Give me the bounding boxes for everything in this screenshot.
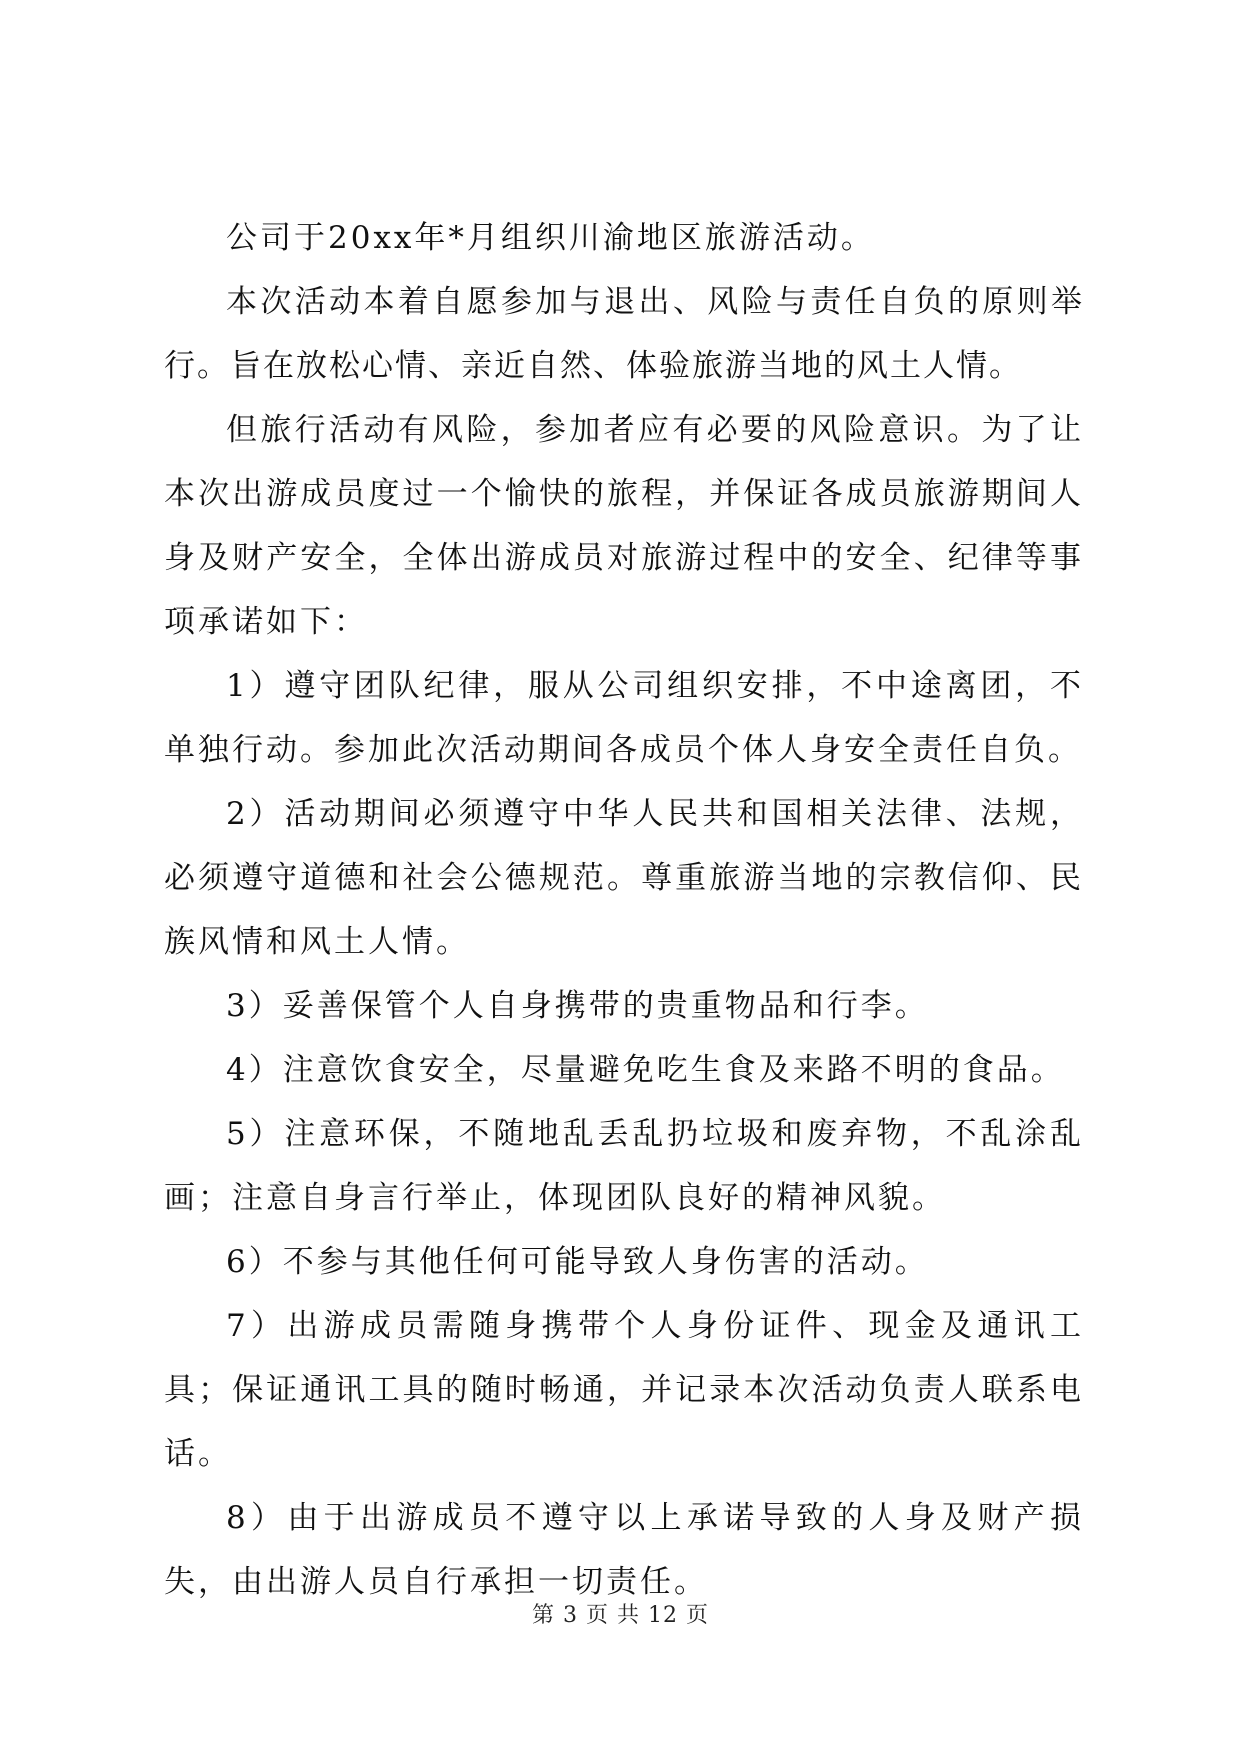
- list-item-8: 8）由于出游成员不遵守以上承诺导致的人身及财产损失，由出游人员自行承担一切责任。: [164, 1500, 1084, 1600]
- list-item-6: 6）不参与其他任何可能导致人身伤害的活动。: [226, 1244, 929, 1280]
- paragraph-intro: 公司于20xx年*月组织川渝地区旅游活动。: [226, 220, 875, 256]
- list-item-7: 7）出游成员需随身携带个人身份证件、现金及通讯工具；保证通讯工具的随时畅通，并记录本次活动负责人联系电话。: [164, 1308, 1084, 1472]
- list-item-5: 5）注意环保，不随地乱丢乱扔垃圾和废弃物，不乱涂乱画；注意自身言行举止，体现团队良好的精神风貌。: [164, 1116, 1084, 1216]
- list-item-4: 4）注意饮食安全，尽量避免吃生食及来路不明的食品。: [226, 1052, 1065, 1088]
- list-item-2: 2）活动期间必须遵守中华人民共和国相关法律、法规，必须遵守道德和社会公德规范。尊重旅游当地的宗教信仰、民族风情和风土人情。: [164, 796, 1084, 960]
- paragraph-commitment-intro: 但旅行活动有风险，参加者应有必要的风险意识。为了让本次出游成员度过一个愉快的旅程，并保证各成员旅游期间人身及财产安全，全体出游成员对旅游过程中的安全、纪律等事项承诺如下：: [164, 412, 1084, 640]
- list-item-3: 3）妥善保管个人自身携带的贵重物品和行李。: [226, 988, 929, 1024]
- page-number-footer: 第 3 页 共 12 页: [532, 1603, 709, 1628]
- list-item-1: 1）遵守团队纪律，服从公司组织安排，不中途离团，不单独行动。参加此次活动期间各成员个体人身安全责任自负。: [164, 668, 1084, 768]
- paragraph-principle: 本次活动本着自愿参加与退出、风险与责任自负的原则举行。旨在放松心情、亲近自然、体验旅游当地的风土人情。: [164, 284, 1084, 384]
- document-body: [164, 206, 1084, 1614]
